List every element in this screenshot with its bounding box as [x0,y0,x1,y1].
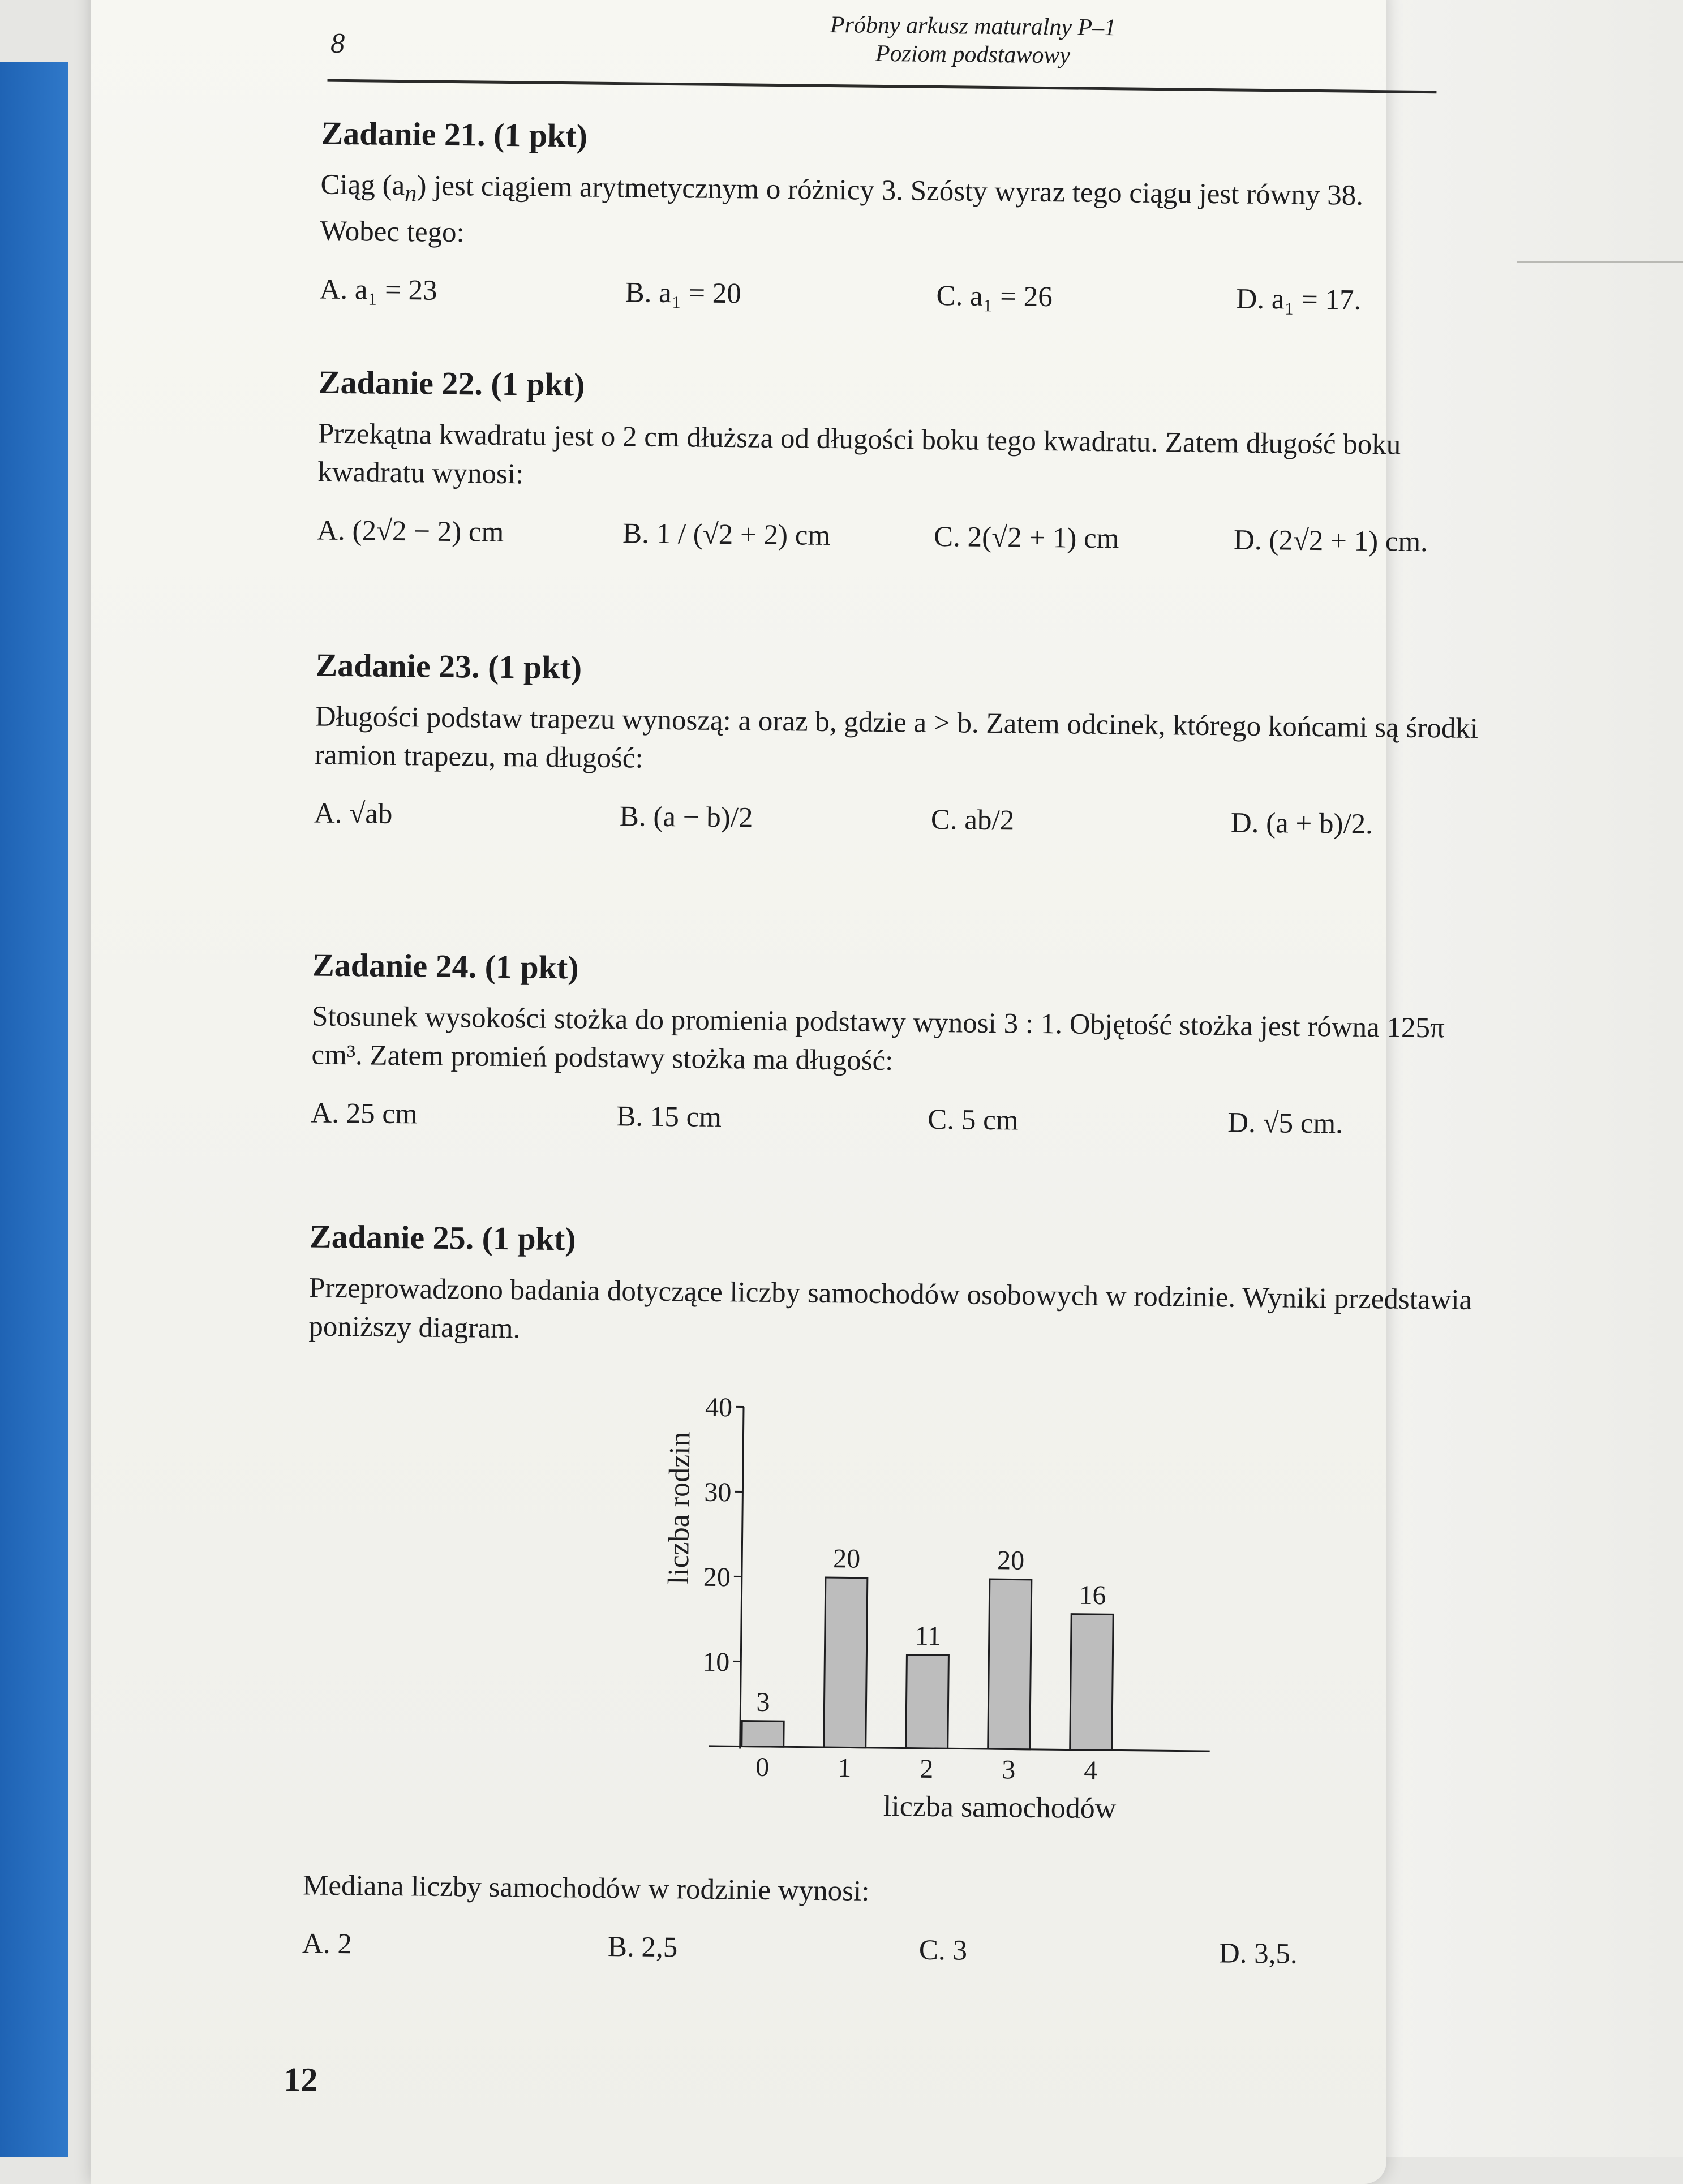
task-24-answers [311,1091,1488,1166]
task-21-question-sub: n [405,180,417,207]
task-23 [314,646,1493,866]
next-page-rule [1517,261,1683,263]
task-24-title: Zadanie 24. (1 pkt) [312,945,1490,996]
task-21-answer-c[interactable]: C. a₁ = 26 [936,280,1053,313]
x-tick-label: 0 [755,1752,770,1782]
bar [1070,1614,1114,1751]
task-25-answer-b[interactable]: B. 2,5 [608,1931,678,1964]
task-23-answers [314,791,1491,866]
book-page [91,0,1386,2184]
task-23-answer-d[interactable]: D. (a + b)/2. [1231,806,1373,841]
task-25-answer-d[interactable]: D. 3,5. [1219,1937,1298,1970]
task-24-answer-a[interactable]: A. 25 cm [311,1097,418,1130]
y-tick-label: 30 [704,1477,732,1507]
task-21-answers [319,268,1497,342]
bar-chart [643,1361,1270,1865]
bar [742,1721,784,1747]
bar [824,1577,868,1748]
task-21-answer-d[interactable]: D. a₁ = 17. [1236,283,1361,317]
page-content [237,0,1539,98]
bar [988,1579,1032,1749]
x-tick-label: 3 [1002,1755,1016,1785]
task-22-answer-d[interactable]: D. (2√2 + 1) cm. [1234,523,1428,558]
task-21-question-line2: Wobec tego: [320,216,465,249]
task-25-answer-a[interactable]: A. 2 [302,1927,352,1961]
y-tick-label: 10 [702,1647,730,1677]
task-22-question: Przekątna kwadratu jest o 2 cm dłuższa od długości boku tego kwadratu. Zatem długość boku kwadratu wynosi: [317,415,1495,504]
task-22-answer-c[interactable]: C. 2(√2 + 1) cm [934,521,1119,555]
task-25-answer-c[interactable]: C. 3 [919,1934,968,1967]
y-axis [740,1407,744,1748]
task-25-question2: Mediana liczby samochodów w rodzinie wynosi: [303,1866,1480,1917]
task-21-title: Zadanie 21. (1 pkt) [321,114,1499,165]
task-24-answer-b[interactable]: B. 15 cm [616,1100,722,1134]
task-24 [311,945,1490,1166]
task-22-answers [316,509,1494,583]
bar [906,1655,949,1749]
x-axis-label: liczba samochodów [883,1790,1117,1825]
page-number-bottom: 12 [284,2060,318,2100]
y-axis-label: liczba rodzin [663,1431,697,1585]
task-23-answer-a[interactable]: A. √ab [314,797,393,830]
y-tick-label: 20 [703,1562,731,1592]
bar-value-label: 20 [997,1545,1025,1575]
task-22-answer-b[interactable]: B. 1 / (√2 + 2) cm [622,517,831,552]
task-21-question-part-b: ) jest ciągiem arytmetycznym o różnicy 3. Szósty wyraz tego ciągu jest równy 38. [417,170,1363,212]
task-25-title: Zadanie 25. (1 pkt) [310,1217,1487,1267]
bar-value-label: 16 [1079,1580,1106,1610]
task-24-answer-c[interactable]: C. 5 cm [928,1103,1019,1137]
chart-container [303,1357,1485,1878]
task-23-answer-c[interactable]: C. ab/2 [931,803,1015,837]
task-22-answer-a[interactable]: A. (2√2 − 2) cm [317,514,504,549]
bar-value-label: 11 [915,1621,941,1651]
bar-value-label: 20 [833,1544,861,1573]
task-23-answer-b[interactable]: B. (a − b)/2 [620,800,753,834]
header-rule [327,79,1436,94]
x-tick-label: 4 [1084,1756,1098,1786]
task-25-question: Przeprowadzono badania dotyczące liczby samochodów osobowych w rodzinie. Wyniki przedstawia poniższy diagram. [308,1269,1486,1358]
page-number-top: 8 [330,27,345,59]
task-25 [302,1217,1487,1996]
task-24-question: Stosunek wysokości stożka do promienia podstawy wynosi 3 : 1. Objętość stożka jest równa 125π cm³. Zatem promień podstawy stożka ma długość: [311,997,1489,1086]
task-23-title: Zadanie 23. (1 pkt) [315,646,1493,697]
task-21-answer-a[interactable]: A. a₁ = 23 [319,273,437,307]
y-tick-label: 40 [705,1392,733,1422]
x-tick-label: 1 [838,1753,852,1783]
task-21-question [320,166,1497,263]
header-title [780,10,1166,71]
background-blue-binder [0,62,68,2157]
task-21-answer-b[interactable]: B. a₁ = 20 [625,276,741,310]
task-22 [316,363,1496,583]
task-21-question-part-a: Ciąg (a [320,169,405,202]
page-header [237,0,1539,98]
task-21 [319,114,1499,342]
x-tick-label: 2 [920,1754,934,1784]
task-23-question: Długości podstaw trapezu wynoszą: a oraz b, gdzie a > b. Zatem odcinek, którego końcami są środki ramion trapezu, ma długość: [315,698,1492,787]
task-22-title: Zadanie 22. (1 pkt) [319,363,1496,414]
header-title-line1: Próbny arkusz maturalny P–1 [780,10,1165,42]
task-24-answer-d[interactable]: D. √5 cm. [1227,1106,1343,1140]
header-title-line2: Poziom podstawowy [780,38,1165,71]
bar-value-label: 3 [756,1687,770,1717]
task-25-answers [302,1921,1479,1996]
